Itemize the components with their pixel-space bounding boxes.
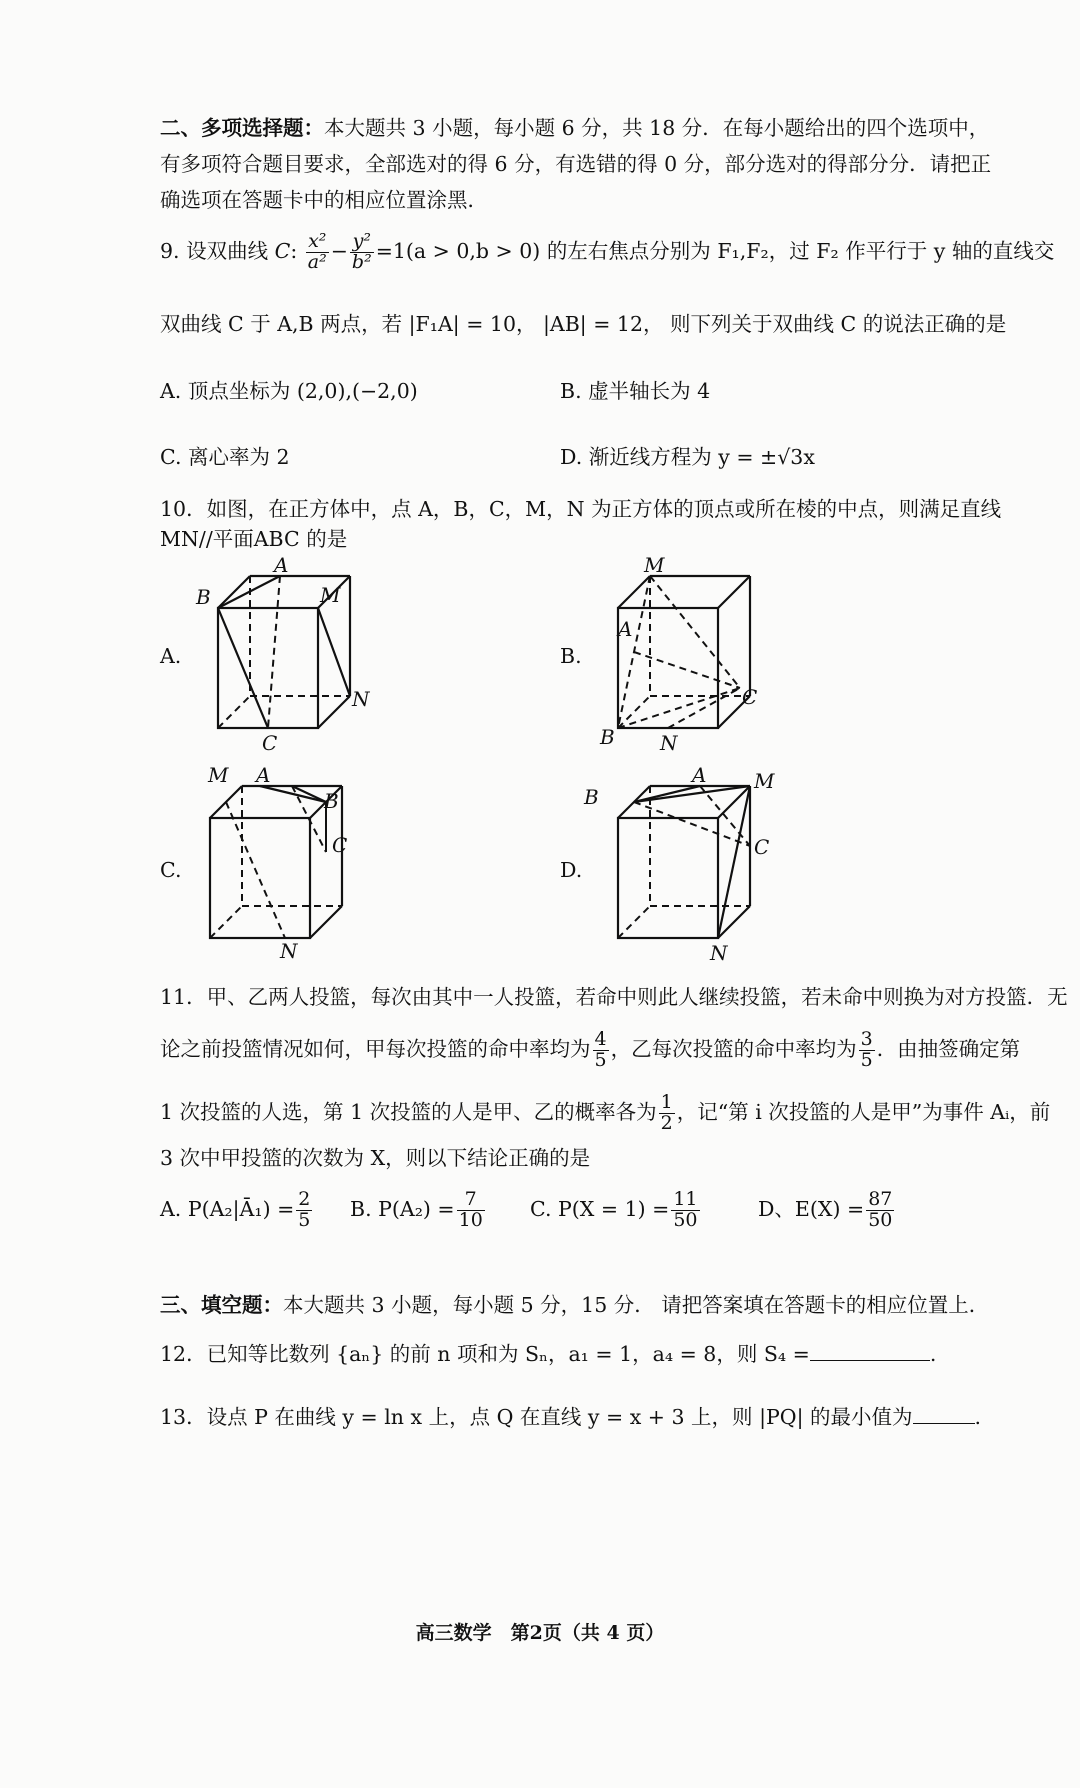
pt-n: N: [710, 941, 728, 965]
q11-option-d: D、E(X) = $\frac{87}{50}$: [758, 1188, 893, 1231]
pt-c: C: [742, 685, 758, 709]
q10-label-a: A.: [160, 644, 182, 668]
q10-label-c: C.: [160, 858, 182, 882]
q10-label-b: B.: [560, 644, 582, 668]
pt-m: M: [754, 769, 775, 793]
section3-heading: 三、填空题：: [160, 1293, 283, 1317]
q10-figure-c: [190, 763, 390, 970]
pt-m: M: [208, 763, 229, 787]
pt-b: B: [196, 585, 211, 609]
q9-option-c: C. 离心率为 2: [160, 445, 290, 469]
pt-c: C: [754, 835, 770, 859]
pt-a: A: [692, 763, 707, 787]
q9-option-a: A. 顶点坐标为 (2,0),(−2,0): [160, 379, 418, 403]
q10-line1: 10．如图，在正方体中，点 A，B，C，M，N 为正方体的顶点或所在棱的中点，则满足直线: [160, 497, 1002, 521]
q12-answer-blank[interactable]: [810, 1340, 930, 1361]
pt-b: B: [584, 785, 599, 809]
pt-n: N: [352, 687, 370, 711]
pt-m: M: [644, 553, 665, 577]
q13-answer-blank[interactable]: [913, 1403, 975, 1424]
pt-n: N: [660, 731, 678, 755]
q11-line4: 3 次中甲投篮的次数为 X，则以下结论正确的是: [160, 1146, 591, 1170]
pt-a: A: [256, 763, 271, 787]
pt-m: M: [320, 583, 341, 607]
q11-line3: 1 次投篮的人选，第 1 次投篮的人是甲、乙的概率各为 $\frac{1}{2}$ ，记“第 i 次投篮的人是甲”为事件 Aᵢ，前: [160, 1091, 1051, 1134]
q9-frac-y: $\frac{\text{y²}}{\text{b²}}$: [351, 230, 372, 273]
q9-option-b: B. 虚半轴长为 4: [560, 379, 711, 403]
q9-frac-x: $\frac{\text{x²}}{\text{a²}}$: [307, 230, 327, 273]
pt-a: A: [618, 617, 633, 641]
pt-c: C: [262, 731, 278, 755]
q11-line1: 11．甲、乙两人投篮，每次由其中一人投篮，若命中则此人继续投篮，若未命中则换为对方投篮．无: [160, 985, 1068, 1009]
q10-line2: MN//平面ABC 的是: [160, 527, 348, 551]
q10-figure-b: [590, 553, 790, 760]
q13: 13．设点 P 在曲线 y = ln x 上，点 Q 在直线 y = x + 3 上，则 |PQ| 的最小值为 .: [160, 1405, 982, 1429]
q9-line2: 双曲线 C 于 A,B 两点，若 |F₁A| = 10， |AB| = 12， 则下列关于双曲线 C 的说法正确的是: [160, 312, 1007, 336]
q10-figure-d: [584, 763, 790, 970]
section2-intro: 二、多项选择题：本大题共 3 小题，每小题 6 分，共 18 分．在每小题给出的四个选项中，有多项符合题目要求，全部选对的得 6 分，有选错的得 0 分，部分选对的得部分分．请把正确选项在答题卡中的相应位置涂黑．: [160, 116, 992, 212]
q10-figure-a: [190, 553, 390, 760]
page-footer: 高三数学 第2页（共 4 页）: [415, 1622, 665, 1644]
q11-option-c: C. P(X = 1) = $\frac{11}{50}$: [530, 1188, 698, 1231]
pt-a: A: [274, 553, 289, 577]
q12: 12．已知等比数列 {aₙ} 的前 n 项和为 Sₙ，a₁ = 1，a₄ = 8，则 S₄ = .: [160, 1342, 937, 1366]
pt-b: B: [600, 725, 615, 749]
q11-option-b: B. P(A₂) = $\frac{7}{10}$: [350, 1188, 483, 1231]
section3-intro: 三、填空题：本大题共 3 小题，每小题 5 分，15 分． 请把答案填在答题卡的相应位置上．: [160, 1293, 990, 1317]
section2-heading: 二、多项选择题：: [160, 116, 324, 140]
q11-line2: 论之前投篮情况如何，甲每次投篮的命中率均为 $\frac{4}{5}$ ，乙每次投篮的命中率均为 $\frac{3}{5}$ ．由抽签确定第: [160, 1028, 1021, 1071]
q9-line1: 9. 设双曲线 C: $\frac{\text{x²}}{\text{a²}}$ − $\frac{\text{y²}}{\text{b²}}$ =1(a > 0,b > 0) 的左右焦点分别为 F₁,F₂，过 F₂ 作平行于 y 轴的直线交: [160, 230, 1055, 273]
q10-label-d: D.: [560, 858, 583, 882]
pt-c: C: [332, 833, 348, 857]
q11-option-a: A. P(A₂|Ā₁) = $\frac{2}{5}$: [160, 1188, 311, 1231]
pt-b: B: [324, 789, 339, 813]
q9-option-d: D. 渐近线方程为 y = ±√3x: [560, 445, 815, 469]
pt-n: N: [280, 939, 298, 963]
